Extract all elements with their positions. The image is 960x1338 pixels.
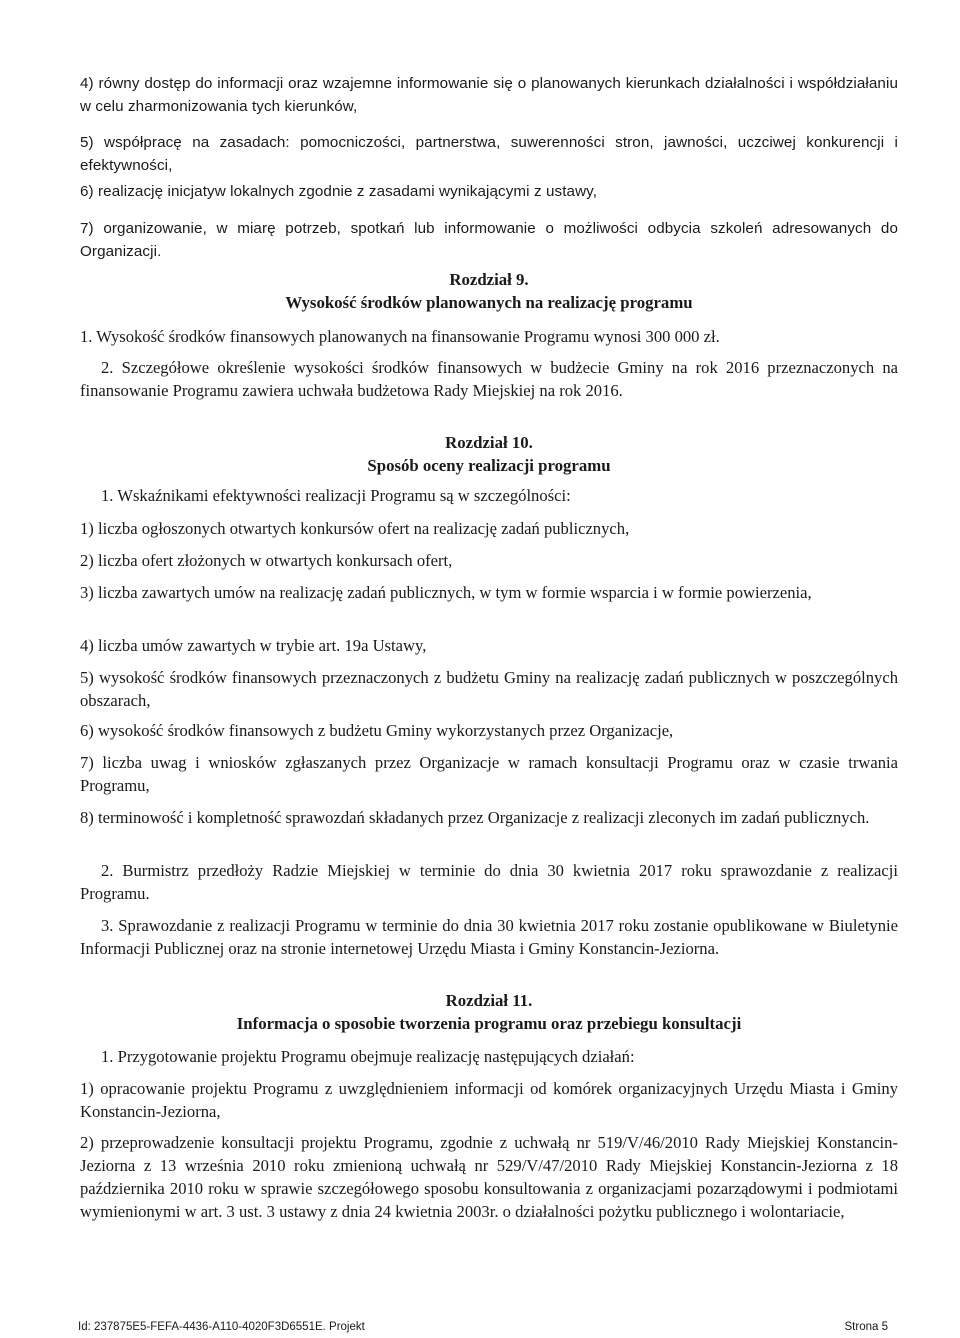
chapter-title: Informacja o sposobie tworzenia programu oraz przebiegu konsultacji xyxy=(236,1014,742,1033)
document-id: Id: 237875E5-FEFA-4436-A110-4020F3D6551E. Projekt xyxy=(78,1321,365,1333)
list-item: 4) liczba umów zawartych w trybie art. 19a Ustawy, xyxy=(80,636,427,655)
list-item: 5) współpracę na zasadach: pomocniczości, partnerstwa, suwerenności stron, jawności, uczciwej konkurencji i efektywności, xyxy=(80,134,898,174)
list-item: 3) liczba zawartych umów na realizację zadań publicznych, w tym w formie wsparcia i w formie powierzenia, xyxy=(80,583,812,602)
list-item: 1) opracowanie projektu Programu z uwzględnieniem informacji od komórek organizacyjnych Urzędu Miasta i Gminy Konstancin-Jeziorna, xyxy=(80,1079,898,1121)
chapter-number: Rozdział 11. xyxy=(445,991,533,1010)
paragraph: 2. Burmistrz przedłoży Radzie Miejskiej w terminie do dnia 30 kwietnia 2017 roku sprawozdanie z realizacji Programu. xyxy=(80,861,898,903)
list-item: 6) wysokość środków finansowych z budżetu Gminy wykorzystanych przez Organizacje, xyxy=(80,721,674,740)
document-page xyxy=(80,0,898,1338)
chapter-title: Sposób oceny realizacji programu xyxy=(367,456,611,475)
chapter-number: Rozdział 10. xyxy=(445,433,533,452)
page-number: Strona 5 xyxy=(844,1321,888,1333)
list-item: 5) wysokość środków finansowych przeznaczonych z budżetu Gminy na realizację zadań publicznych w poszczególnych obszarach, xyxy=(80,668,898,710)
list-item: 7) organizowanie, w miarę potrzeb, spotkań lub informowanie o możliwości odbycia szkoleń adresowanych do Organizacji. xyxy=(80,220,898,260)
chapter-number: Rozdział 9. xyxy=(449,270,529,289)
paragraph: 2. Szczegółowe określenie wysokości środków finansowych w budżecie Gminy na rok 2016 przeznaczonych na finansowanie Programu zawiera uchwała budżetowa Rady Miejskiej na rok 2016. xyxy=(80,358,898,400)
list-item: 2) przeprowadzenie konsultacji projektu Programu, zgodnie z uchwałą nr 519/V/46/2010 Rady Miejskiej Konstancin-Jeziorna z 13 września 2010 roku zmienioną uchwałą nr 529/V/47/2010 Rady Miejskiej Konstancin-Jeziorna z 18 października 2010 roku w sprawie szczegółowego sposobu konsultowania z organizacjami pozarządowymi i podmiotami wymienionymi w art. 3 ust. 3 ustawy z dnia 24 kwietnia 2003r. o działalności pożytku publicznego i wolontariacie, xyxy=(80,1133,898,1221)
paragraph: 1. Wysokość środków finansowych planowanych na finansowanie Programu wynosi 300 000 zł. xyxy=(80,327,720,346)
list-item: 1) liczba ogłoszonych otwartych konkursów ofert na realizację zadań publicznych, xyxy=(80,519,630,538)
chapter-title: Wysokość środków planowanych na realizację programu xyxy=(285,293,693,312)
list-item: 2) liczba ofert złożonych w otwartych konkursach ofert, xyxy=(80,551,453,570)
list-item: 8) terminowość i kompletność sprawozdań składanych przez Organizacje z realizacji zleconych im zadań publicznych. xyxy=(80,808,870,827)
list-item: 7) liczba uwag i wniosków zgłaszanych przez Organizacje w ramach konsultacji Programu oraz w czasie trwania Programu, xyxy=(80,753,898,795)
paragraph: 3. Sprawozdanie z realizacji Programu w terminie do dnia 30 kwietnia 2017 roku zostanie opublikowane w Biuletynie Informacji Publicznej oraz na stronie internetowej Urzędu Miasta i Gminy Konstancin-Jeziorna. xyxy=(80,916,898,958)
list-item: 4) równy dostęp do informacji oraz wzajemne informowanie się o planowanych kierunkach działalności i współdziałaniu w celu zharmonizowania tych kierunków, xyxy=(80,75,898,115)
paragraph: 1. Przygotowanie projektu Programu obejmuje realizację następujących działań: xyxy=(101,1047,635,1066)
list-item: 6) realizację inicjatyw lokalnych zgodnie z zasadami wynikającymi z ustawy, xyxy=(80,183,598,200)
paragraph: 1. Wskaźnikami efektywności realizacji Programu są w szczególności: xyxy=(101,486,571,505)
